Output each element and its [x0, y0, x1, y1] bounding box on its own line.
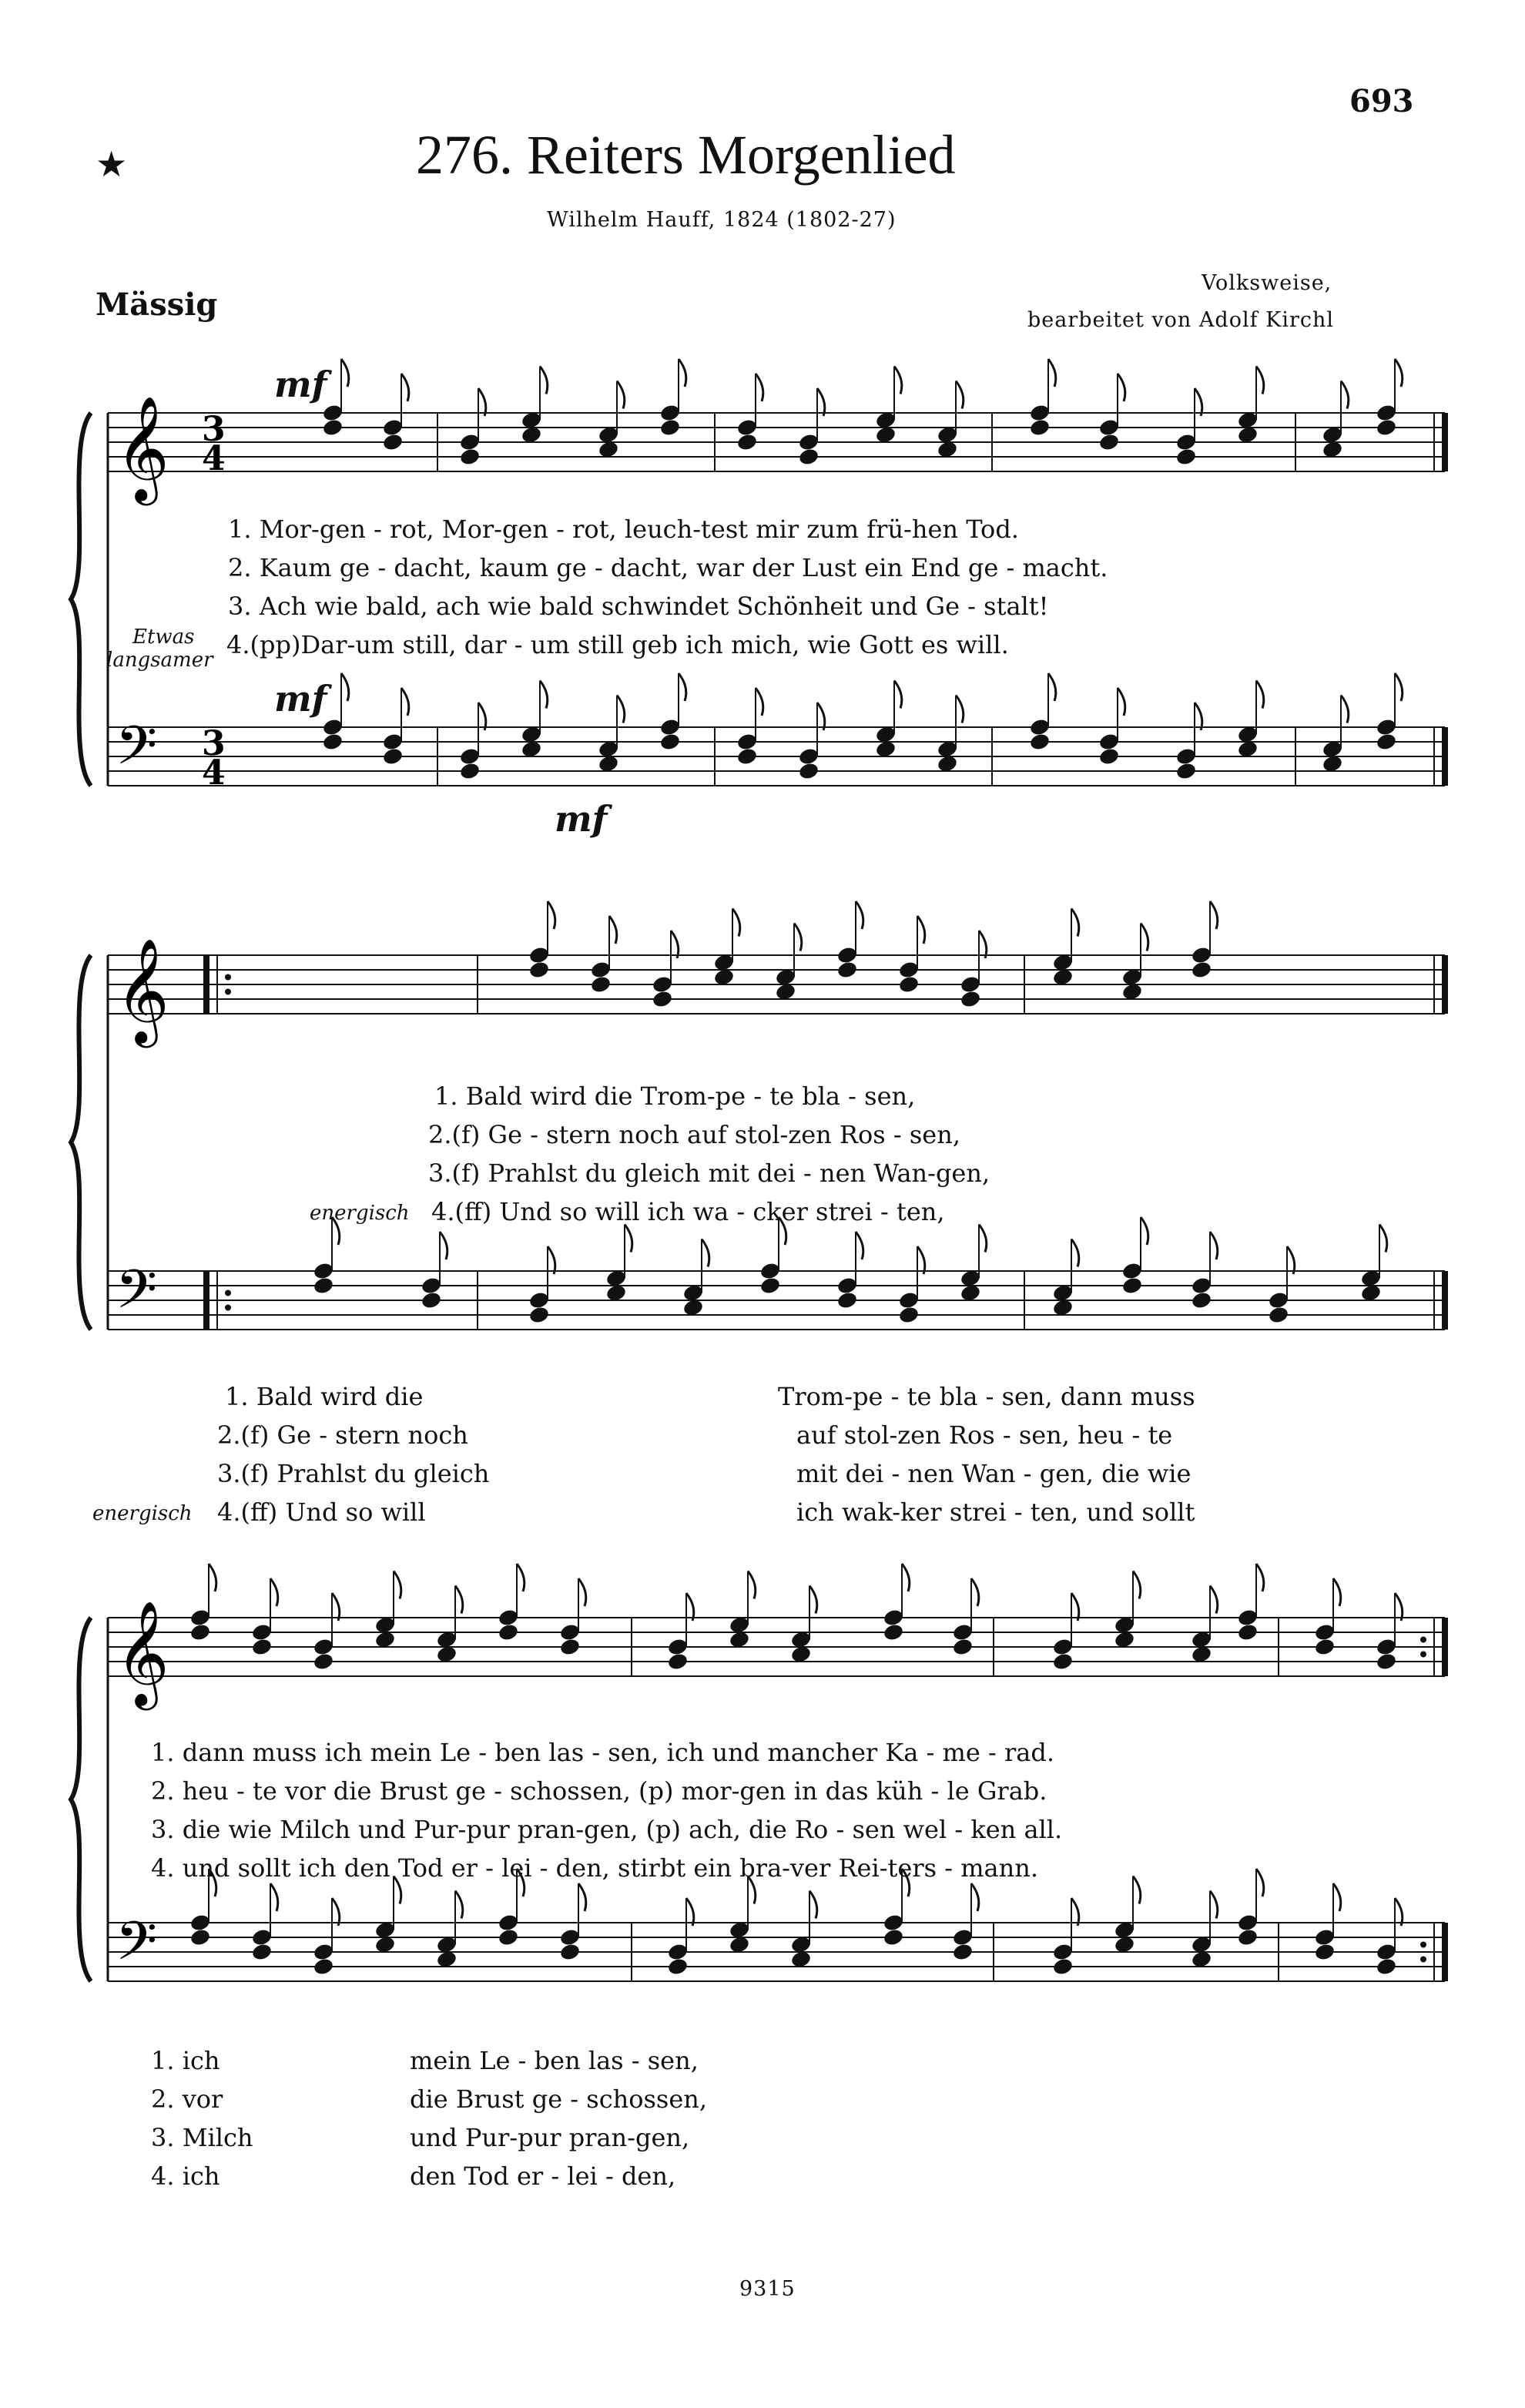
repeat-dot: [225, 1305, 231, 1311]
note-head: [798, 447, 820, 466]
note-flag: [1333, 1578, 1341, 1606]
note-flag: [1133, 1571, 1141, 1599]
note-head: [559, 1637, 582, 1656]
note-flag: [1210, 1586, 1218, 1614]
note-flag: [578, 1578, 586, 1606]
note-head: [1376, 418, 1398, 437]
composer-line-1: Volksweise,: [1202, 271, 1332, 295]
note-flag: [1118, 688, 1125, 716]
song-title: 276. Reiters Morgenlied: [416, 124, 956, 186]
lyric-line: 4.(ff) Und so will: [217, 1497, 426, 1527]
note-head: [1314, 1942, 1336, 1961]
note-flag: [679, 359, 686, 387]
star-icon: ★: [96, 143, 128, 185]
note-head: [1029, 732, 1051, 751]
lyric-line: 1. dann muss ich mein Le - ben las - sen, ich und mancher Ka - me - rad.: [151, 1738, 1054, 1767]
note-head: [652, 989, 674, 1008]
lyric-line: auf stol-zen Ros - sen, heu - te: [796, 1420, 1173, 1450]
note-flag: [270, 1883, 278, 1911]
note-flag: [917, 1246, 925, 1274]
note-head: [883, 1622, 905, 1642]
note-flag: [856, 901, 863, 929]
repeat-dot: [225, 974, 231, 981]
lyric-line: ich wak-ker strei - ten, und sollt: [796, 1497, 1195, 1527]
time-signature: 3: [202, 410, 226, 449]
note-head: [528, 1305, 551, 1324]
page-number: 693: [1349, 83, 1414, 119]
note-flag: [332, 1593, 340, 1621]
treble-clef-icon: 𝄞: [116, 1599, 169, 1705]
note-flag: [1256, 1869, 1264, 1897]
note-head: [1098, 432, 1121, 451]
slower-label: Etwas: [132, 625, 195, 649]
note-flag: [270, 1578, 278, 1606]
lyric-line: 2.(f) Ge - stern noch auf stol-zen Ros - sen,: [428, 1120, 960, 1149]
repeat-dot: [225, 1290, 231, 1296]
note-flag: [917, 916, 925, 944]
note-head: [883, 1927, 905, 1947]
note-flag: [548, 1246, 555, 1274]
lyric-line: 2. Kaum ge - dacht, kaum ge - dacht, war der Lust ein End ge - macht.: [228, 553, 1108, 582]
lyric-line: die Brust ge - schossen,: [410, 2084, 708, 2114]
tempo-marking: Mässig: [96, 287, 218, 323]
note-flag: [1071, 909, 1079, 937]
note-flag: [809, 1586, 817, 1614]
lyric-line: 4. ich: [151, 2161, 220, 2191]
lyric-line: Trom-pe - te bla - sen, dann muss: [778, 1382, 1195, 1411]
note-flag: [1071, 1898, 1079, 1926]
dynamic-mf: mf: [274, 364, 327, 405]
note-flag: [455, 1586, 463, 1614]
note-flag: [209, 1564, 216, 1591]
note-head: [759, 1276, 782, 1295]
note-flag: [609, 916, 617, 944]
note-flag: [548, 901, 555, 929]
repeat-dot: [1420, 1652, 1426, 1658]
note-head: [1029, 418, 1051, 437]
note-head: [1376, 732, 1398, 751]
note-flag: [478, 388, 486, 416]
note-flag: [1210, 1891, 1218, 1919]
note-flag: [332, 1898, 340, 1926]
note-head: [559, 1942, 582, 1961]
note-head: [322, 732, 344, 751]
note-head: [459, 447, 481, 466]
note-head: [898, 1305, 920, 1324]
note-head: [251, 1637, 273, 1656]
note-flag: [1071, 1239, 1079, 1267]
treble-clef-icon: 𝄞: [116, 394, 169, 501]
lyric-line: den Tod er - lei - den,: [410, 2161, 676, 2191]
note-flag: [671, 931, 679, 958]
note-flag: [1133, 1876, 1141, 1904]
composer-line-2: bearbeitet von Adolf Kirchl: [1027, 308, 1335, 332]
note-head: [798, 761, 820, 780]
slower-label: langsamer: [106, 649, 213, 672]
note-head: [1175, 761, 1198, 780]
note-head: [1376, 1957, 1398, 1976]
time-signature: 3: [202, 724, 226, 763]
lyric-line: und Pur-pur pran-gen,: [410, 2123, 690, 2152]
note-flag: [394, 1571, 401, 1599]
note-flag: [702, 1239, 709, 1267]
note-head: [1191, 1290, 1213, 1310]
note-flag: [617, 381, 625, 409]
lyric-line: 1. Mor-gen - rot, Mor-gen - rot, leuch-test mir zum frü-hen Tod.: [228, 515, 1019, 544]
repeat-dot: [225, 989, 231, 995]
note-flag: [748, 1571, 756, 1599]
note-flag: [971, 1578, 979, 1606]
note-head: [313, 1276, 335, 1295]
time-signature: 4: [202, 753, 226, 793]
note-flag: [1395, 1593, 1403, 1621]
repeat-dot: [1420, 1942, 1426, 1948]
note-head: [1052, 1652, 1074, 1671]
lyric-line: 3. Ach wie bald, ach wie bald schwindet Schönheit und Ge - stalt!: [228, 592, 1049, 621]
brace: [71, 1618, 91, 1981]
note-flag: [979, 931, 987, 958]
note-flag: [902, 1564, 910, 1591]
note-head: [1121, 1276, 1144, 1295]
note-flag: [1256, 367, 1264, 394]
note-flag: [540, 681, 548, 709]
note-head: [1314, 1637, 1336, 1656]
lyric-line: 2.(f) Ge - stern noch: [217, 1420, 468, 1450]
note-flag: [455, 1891, 463, 1919]
lyric-line: 3. die wie Milch und Pur-pur pran-gen, (p) ach, die Ro - sen wel - ken all.: [151, 1815, 1063, 1844]
note-flag: [1333, 1883, 1341, 1911]
lyric-line: 2. vor: [151, 2084, 223, 2114]
note-head: [498, 1622, 520, 1642]
note-head: [667, 1652, 689, 1671]
note-head: [1237, 1622, 1259, 1642]
plate-number: 9315: [739, 2277, 796, 2301]
note-head: [898, 974, 920, 994]
note-head: [528, 960, 551, 979]
note-head: [322, 418, 344, 437]
note-flag: [1118, 374, 1125, 401]
note-head: [498, 1927, 520, 1947]
note-head: [421, 1290, 443, 1310]
note-flag: [1071, 1593, 1079, 1621]
lyric-line: 4.(ff) Und so will ich wa - cker strei - ten,: [431, 1197, 945, 1226]
note-flag: [341, 359, 349, 387]
note-flag: [1395, 673, 1403, 701]
note-flag: [617, 696, 625, 723]
note-flag: [625, 1225, 632, 1253]
note-flag: [1195, 388, 1202, 416]
note-head: [1098, 746, 1121, 766]
note-head: [736, 432, 759, 451]
note-head: [659, 732, 682, 751]
note-flag: [979, 1225, 987, 1253]
note-flag: [956, 381, 964, 409]
lyric-line: 3.(f) Prahlst du gleich mit dei - nen Wan-gen,: [428, 1159, 990, 1188]
note-flag: [817, 388, 825, 416]
note-flag: [1195, 703, 1202, 730]
note-head: [1237, 1927, 1259, 1947]
note-flag: [1048, 359, 1056, 387]
dynamic-mf: mf: [555, 798, 608, 840]
note-head: [667, 1957, 689, 1976]
note-flag: [1341, 381, 1349, 409]
note-flag: [756, 688, 763, 716]
note-head: [382, 432, 404, 451]
note-flag: [894, 681, 902, 709]
note-flag: [341, 673, 349, 701]
lyric-line: 3.(f) Prahlst du gleich: [217, 1459, 490, 1488]
note-flag: [732, 909, 740, 937]
note-head: [1052, 1957, 1074, 1976]
note-flag: [478, 703, 486, 730]
note-flag: [1256, 1564, 1264, 1591]
note-head: [313, 1957, 335, 1976]
lyric-line: mein Le - ben las - sen,: [410, 2046, 699, 2075]
note-head: [952, 1637, 974, 1656]
note-flag: [894, 367, 902, 394]
lyric-line: mit dei - nen Wan - gen, die wie: [796, 1459, 1192, 1488]
note-flag: [1379, 1225, 1387, 1253]
brace: [71, 955, 91, 1330]
note-flag: [1395, 359, 1403, 387]
note-head: [960, 989, 982, 1008]
note-flag: [1141, 1217, 1148, 1245]
note-head: [736, 746, 759, 766]
treble-clef-icon: 𝄞: [116, 937, 169, 1043]
note-flag: [401, 688, 409, 716]
note-flag: [540, 367, 548, 394]
note-head: [251, 1942, 273, 1961]
lyric-line: 2. heu - te vor die Brust ge - schossen, (p) mor-gen in das küh - le Grab.: [151, 1776, 1047, 1806]
note-flag: [971, 1883, 979, 1911]
note-flag: [794, 924, 802, 951]
time-signature: 4: [202, 439, 226, 478]
note-flag: [1256, 681, 1264, 709]
note-flag: [809, 1891, 817, 1919]
note-head: [1175, 447, 1198, 466]
note-flag: [578, 1883, 586, 1911]
note-head: [189, 1622, 212, 1642]
note-flag: [1287, 1246, 1295, 1274]
note-flag: [1395, 1898, 1403, 1926]
note-head: [590, 974, 612, 994]
note-flag: [679, 673, 686, 701]
author-line: Wilhelm Hauff, 1824 (1802-27): [547, 208, 897, 232]
note-flag: [817, 703, 825, 730]
note-head: [836, 1290, 859, 1310]
note-flag: [686, 1593, 694, 1621]
bass-clef-icon: 𝄢: [116, 1258, 158, 1333]
energisch-label: energisch: [92, 1502, 193, 1525]
note-flag: [956, 696, 964, 723]
note-head: [189, 1927, 212, 1947]
note-head: [1191, 960, 1213, 979]
note-head: [382, 746, 404, 766]
note-flag: [1048, 673, 1056, 701]
note-head: [952, 1942, 974, 1961]
note-flag: [1210, 1232, 1218, 1259]
lyric-line: 4. und sollt ich den Tod er - lei - den, stirbt ein bra-ver Rei-ters - mann.: [151, 1853, 1039, 1883]
repeat-dot: [1420, 1637, 1426, 1643]
repeat-dot: [1420, 1957, 1426, 1963]
note-head: [1376, 1652, 1398, 1671]
note-flag: [517, 1564, 525, 1591]
lyric-line: 1. Bald wird die Trom-pe - te bla - sen,: [434, 1082, 916, 1111]
note-head: [836, 960, 859, 979]
note-flag: [440, 1232, 447, 1259]
note-flag: [1141, 924, 1148, 951]
energisch-label: energisch: [310, 1202, 410, 1225]
note-head: [459, 761, 481, 780]
note-flag: [401, 374, 409, 401]
note-flag: [756, 374, 763, 401]
lyric-line: 1. ich: [151, 2046, 220, 2075]
note-head: [313, 1652, 335, 1671]
note-head: [659, 418, 682, 437]
lyric-line: 4.(pp)Dar-um still, dar - um still geb ich mich, wie Gott es will.: [226, 630, 1009, 659]
bass-clef-icon: 𝄢: [116, 714, 158, 790]
note-flag: [1341, 696, 1349, 723]
lyric-line: 3. Milch: [151, 2123, 253, 2152]
note-flag: [856, 1232, 863, 1259]
dynamic-mf: mf: [274, 678, 327, 719]
note-flag: [1210, 901, 1218, 929]
lyric-line: 1. Bald wird die: [225, 1382, 424, 1411]
note-head: [1268, 1305, 1290, 1324]
bass-clef-icon: 𝄢: [116, 1910, 158, 1985]
brace: [71, 413, 91, 786]
note-flag: [686, 1898, 694, 1926]
